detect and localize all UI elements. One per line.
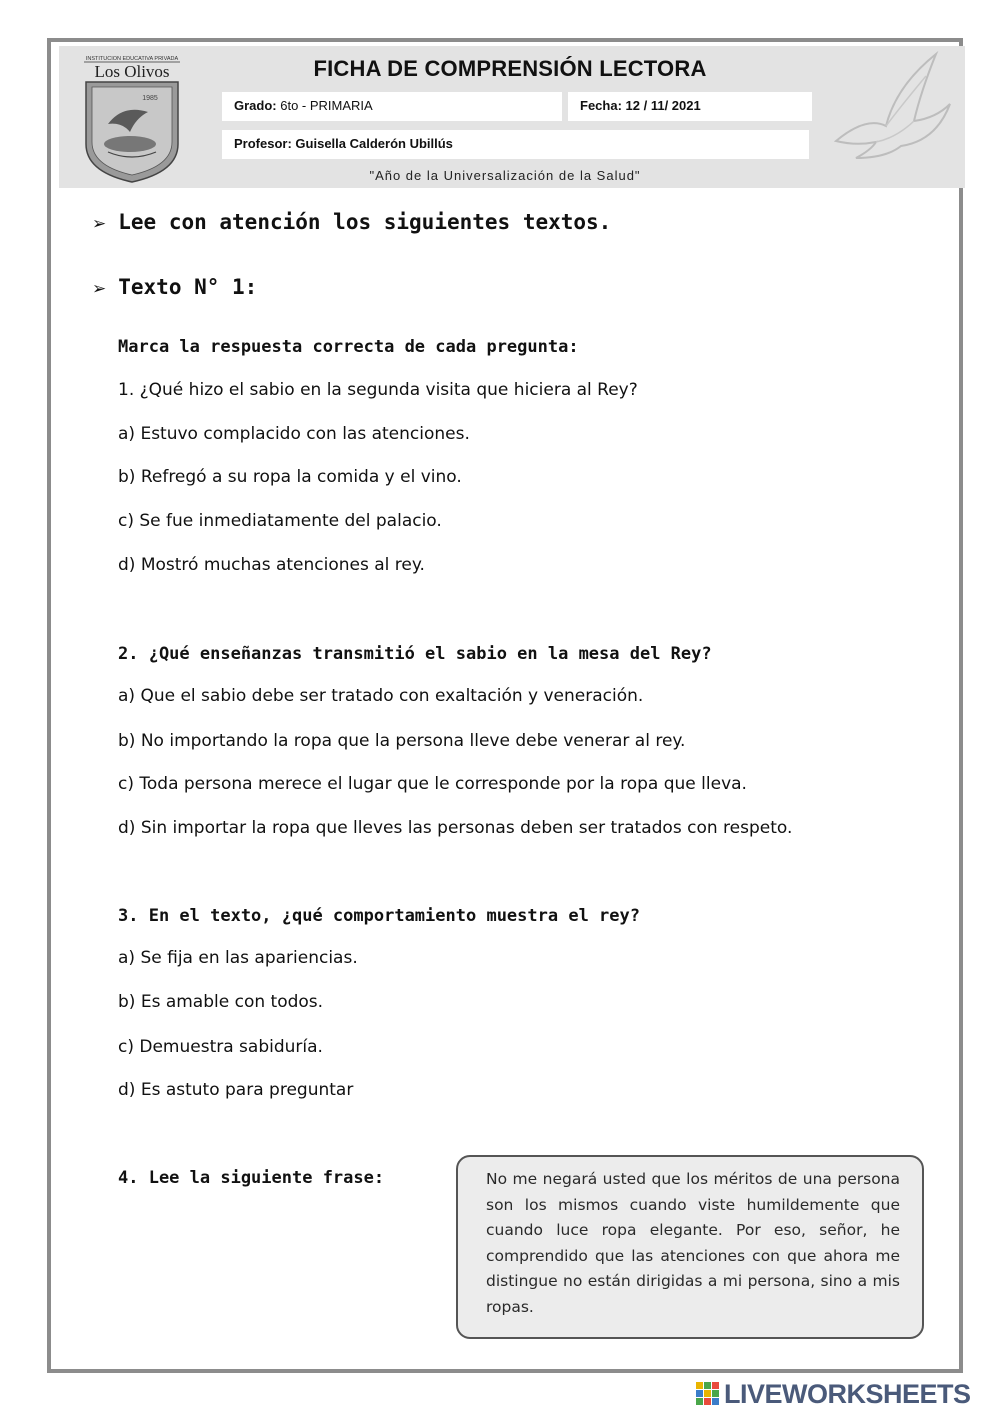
profesor-field	[222, 130, 809, 159]
page-title: FICHA DE COMPRENSIÓN LECTORA	[313, 56, 707, 81]
question-3: 3. En el texto, ¿qué comportamiento muestra el rey?	[118, 906, 640, 926]
logo-name: Los Olivos	[94, 62, 170, 81]
option-3b[interactable]: b) Es amable con todos.	[118, 992, 324, 1012]
motto: "Año de la Universalización de la Salud"	[369, 168, 641, 183]
question-2: 2. ¿Qué enseñanzas transmitió el sabio en la mesa del Rey?	[118, 644, 712, 664]
profesor-value: Guisella Calderón Ubillús	[295, 136, 453, 151]
logo-year: 1985	[142, 95, 158, 102]
option-2c[interactable]: c) Toda persona merece el lugar que le corresponde por la ropa que lleva.	[118, 774, 747, 794]
grado-value: 6to - PRIMARIA	[280, 98, 373, 113]
mark-instruction: Marca la respuesta correcta de cada pregunta:	[118, 337, 579, 357]
option-1d[interactable]: d) Mostró muchas atenciones al rey.	[118, 555, 425, 575]
option-2b[interactable]: b) No importando la ropa que la persona lleve debe venerar al rey.	[118, 731, 686, 751]
quote-box: No me negará usted que los méritos de una persona son los mismos cuando viste humildemente que cuando luce ropa elegante. Por eso, señor, he comprendido que las atenciones con que ahora me distingue no están dirigidas a mi persona, sino a mis ropas.	[456, 1155, 924, 1339]
option-2d[interactable]: d) Sin importar la ropa que lleves las personas deben ser tratados con respeto.	[118, 818, 793, 838]
dove-watermark-icon	[826, 46, 956, 186]
arrow-bullet-icon: ➢	[92, 214, 107, 234]
grado-field	[222, 92, 562, 121]
liveworksheets-text: LIVEWORKSHEETS	[724, 1378, 971, 1409]
school-logo	[78, 52, 186, 184]
option-1b[interactable]: b) Refregó a su ropa la comida y el vino.	[118, 467, 462, 487]
liveworksheets-brand	[696, 1378, 971, 1410]
option-3a[interactable]: a) Se fija en las apariencias.	[118, 948, 358, 968]
fecha-label: Fecha:	[580, 98, 622, 113]
profesor-label: Profesor:	[234, 136, 292, 151]
question-4: 4. Lee la siguiente frase:	[118, 1168, 385, 1188]
grado-label: Grado:	[234, 98, 277, 113]
option-1a[interactable]: a) Estuvo complacido con las atenciones.	[118, 424, 470, 444]
option-3c[interactable]: c) Demuestra sabiduría.	[118, 1037, 323, 1057]
text-number-text: Texto N° 1:	[118, 275, 258, 299]
question-1: 1. ¿Qué hizo el sabio en la segunda visita que hiciera al Rey?	[118, 380, 638, 400]
text-number-heading	[92, 275, 257, 299]
option-2a[interactable]: a) Que el sabio debe ser tratado con exaltación y veneración.	[118, 686, 644, 706]
fecha-value: 12 / 11/ 2021	[625, 98, 701, 113]
option-1c[interactable]: c) Se fue inmediatamente del palacio.	[118, 511, 442, 531]
fecha-field	[568, 92, 812, 121]
instruction-read	[92, 210, 611, 234]
logo-top-text: INSTITUCION EDUCATIVA PRIVADA	[85, 56, 179, 62]
liveworksheets-logo-icon	[696, 1382, 720, 1406]
instruction-read-text: Lee con atención los siguientes textos.	[118, 210, 612, 234]
arrow-bullet-icon: ➢	[92, 279, 107, 299]
option-3d[interactable]: d) Es astuto para preguntar	[118, 1080, 354, 1100]
